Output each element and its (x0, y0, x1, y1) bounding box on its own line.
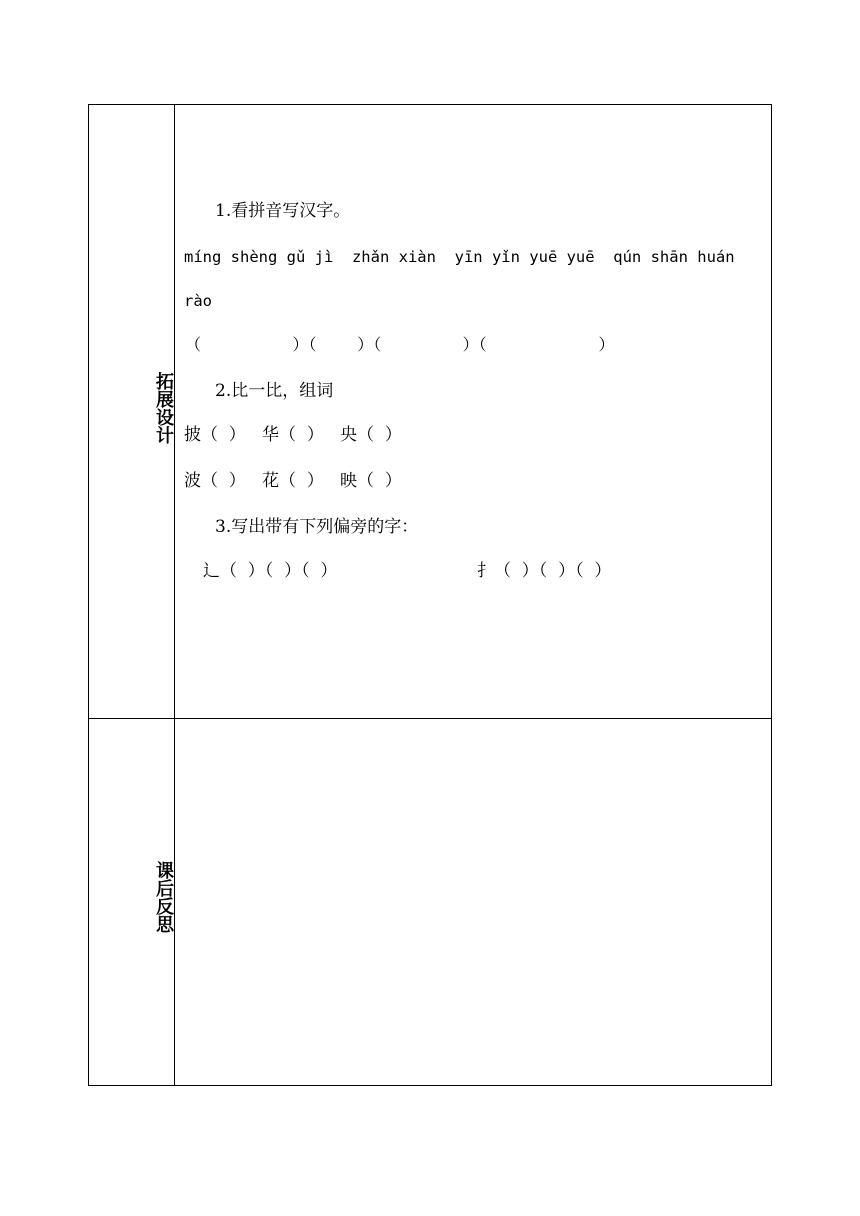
reflection-label: 课后反思 (153, 861, 174, 933)
extension-design-label-cell (89, 105, 175, 718)
extension-design-label: 拓展设计 (153, 372, 174, 444)
question-2-title: 2.比一比，组词 (215, 381, 334, 401)
pinyin-line-2: rào (184, 292, 212, 310)
radical-row-1: 辶（ ）（ ）（ ） (203, 561, 338, 581)
compare-row-2: 波（ ） 花（ ） 映（ ） (184, 471, 402, 491)
pinyin-line-1: míng shèng gǔ jì zhǎn xiàn yīn yǐn yuē yuē qún shān huán (184, 248, 735, 266)
extension-design-row (89, 105, 771, 719)
reflection-content[interactable] (175, 719, 771, 1085)
reflection-row (89, 719, 771, 1085)
question-3-title: 3.写出带有下列偏旁的字： (215, 517, 419, 537)
question-1-title: 1.看拼音写汉字。 (215, 201, 351, 221)
lesson-plan-table (88, 104, 772, 1086)
extension-design-content (175, 105, 771, 718)
radical-row-2: 扌（ ）（ ）（ ） (477, 561, 612, 581)
compare-row-1: 披（ ） 华（ ） 央（ ） (184, 425, 402, 445)
answer-brackets-row: （ ）（ ）（ ）（ ） (185, 335, 615, 354)
reflection-label-cell (89, 719, 175, 1085)
